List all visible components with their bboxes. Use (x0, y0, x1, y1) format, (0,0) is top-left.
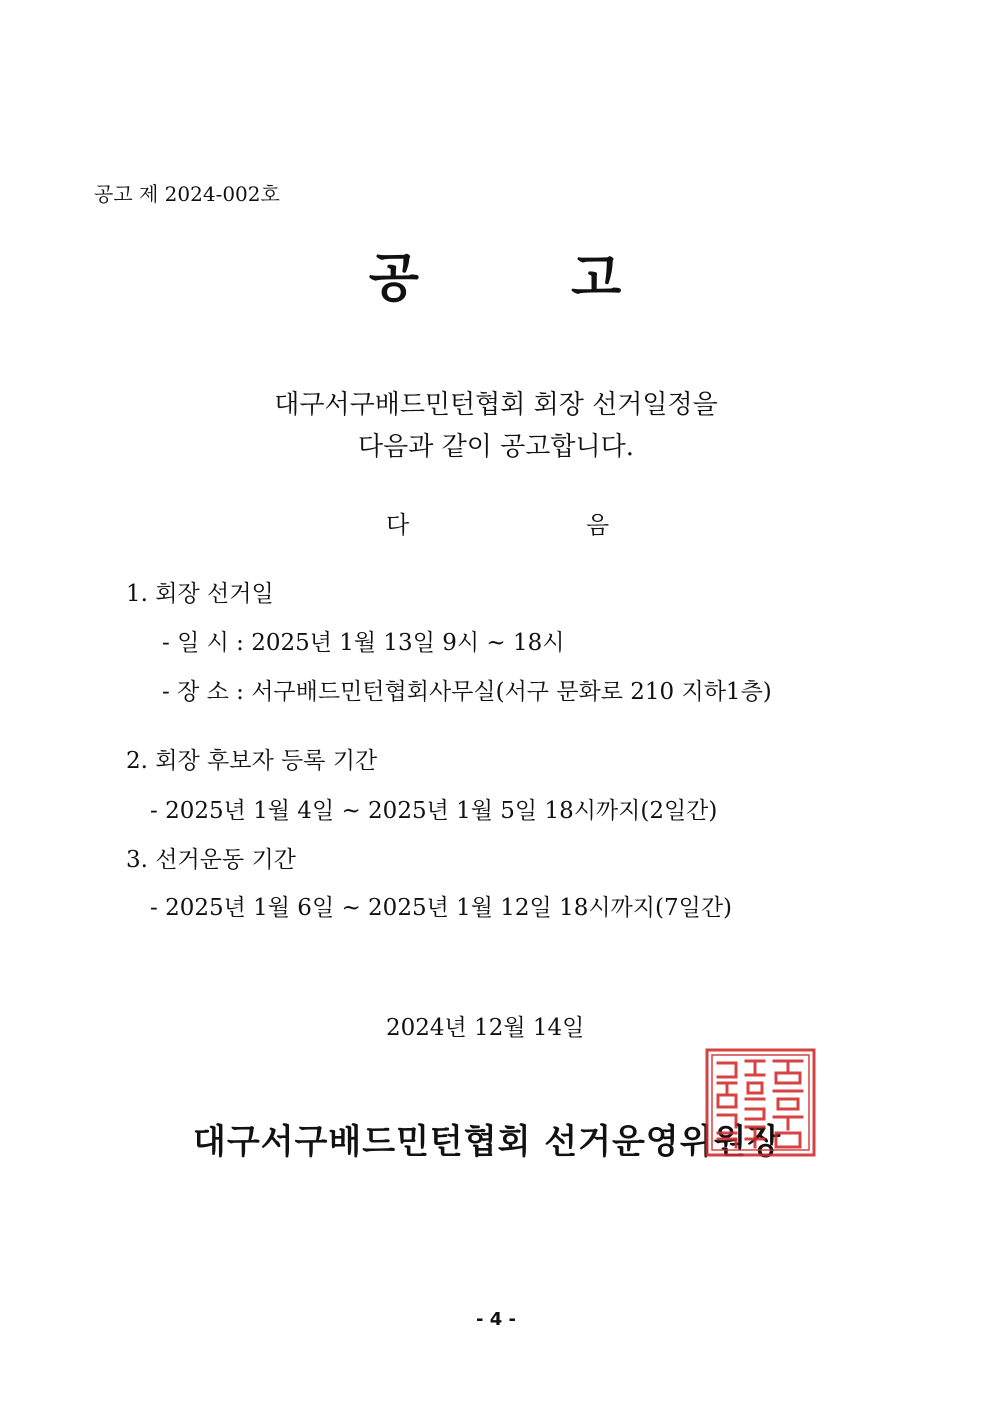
signature-line: 대구서구배드민턴협회 선거운영위원장 (193, 1122, 782, 1162)
issue-date: 2024년 12월 14일 (386, 1015, 585, 1041)
title-right: 고 (571, 248, 624, 309)
official-seal-icon (704, 1047, 817, 1158)
document-title (0, 236, 992, 311)
intro-line-2: 다음과 같이 공고합니다. (358, 432, 634, 462)
page-number: - 4 - (476, 1309, 516, 1330)
notice-number: 공고 제 2024-002호 (94, 182, 280, 206)
section-1-title: 1. 회장 선거일 (126, 581, 274, 607)
section-2-title: 2. 회장 후보자 등록 기간 (126, 748, 378, 774)
section-1-line-1: - 일 시 : 2025년 1월 13일 9시 ~ 18시 (162, 630, 565, 656)
section-2-line-1: - 2025년 1월 4일 ~ 2025년 1월 5일 18시까지(2일간) (150, 798, 718, 824)
section-3-title: 3. 선거운동 기간 (126, 847, 296, 873)
heading-left: 다 (386, 511, 410, 539)
intro-line-1: 대구서구배드민턴협회 회장 선거일정을 (274, 390, 718, 420)
title-left: 공 (368, 248, 421, 309)
section-1-line-2: - 장 소 : 서구배드민턴협회사무실(서구 문화로 210 지하1층) (162, 679, 772, 705)
heading-right: 음 (586, 511, 610, 539)
section-3-line-1: - 2025년 1월 6일 ~ 2025년 1월 12일 18시까지(7일간) (150, 895, 733, 921)
